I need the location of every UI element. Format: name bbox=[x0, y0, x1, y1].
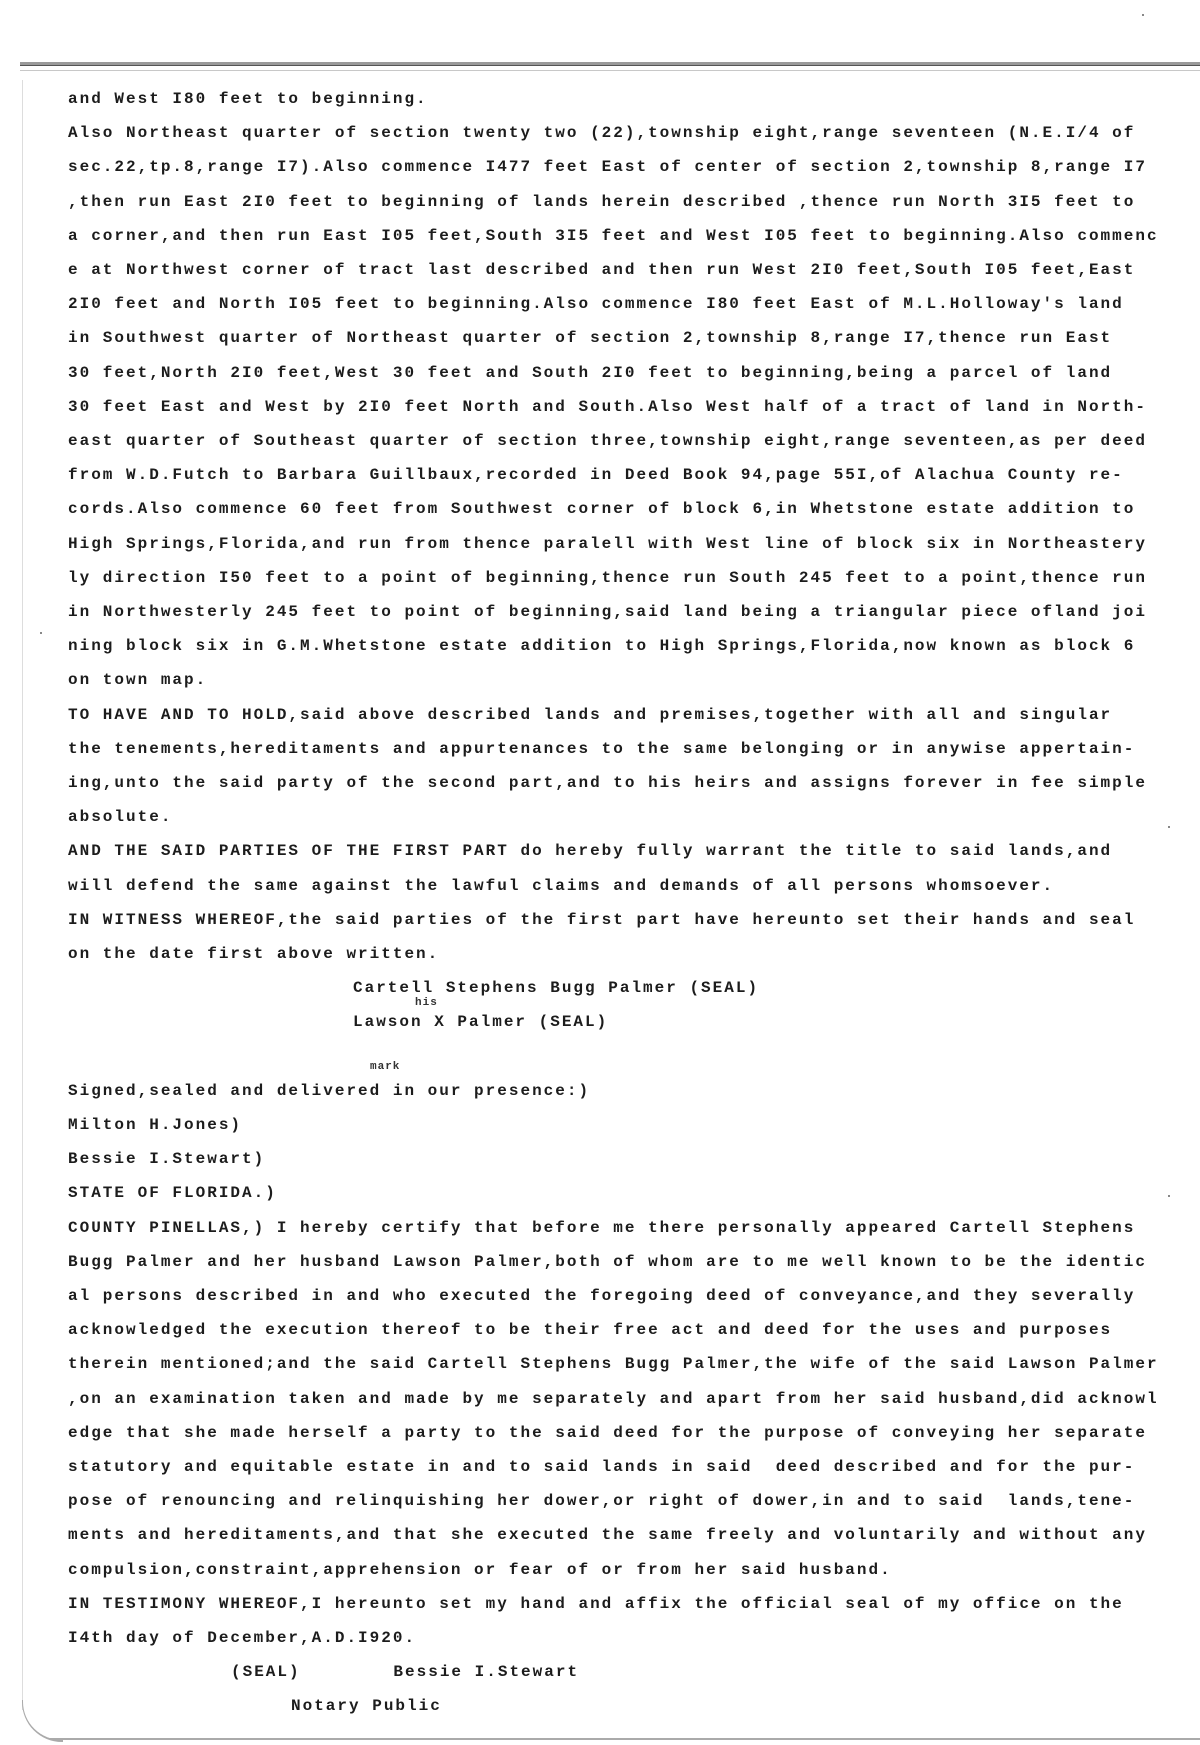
text-line: cords.Also commence 60 feet from Southwest corner of block 6,in Whetstone estate addition to bbox=[68, 500, 1136, 519]
text-line: High Springs,Florida,and run from thence paralell with West line of block six in Northeastery bbox=[68, 534, 1147, 553]
text-line: compulsion,constraint,apprehension or fear of or from her said husband. bbox=[68, 1560, 892, 1579]
text-line: TO HAVE AND TO HOLD,said above described lands and premises,together with all and singular bbox=[68, 705, 1113, 724]
text-line: e at Northwest corner of tract last described and then run West 2I0 feet,South I05 feet,East bbox=[68, 261, 1136, 279]
text-line: Also Northeast quarter of section twenty two (22),township eight,range seventeen (N.E.I/4 of bbox=[68, 124, 1136, 143]
text-line: 30 feet,North 2I0 feet,West 30 feet and South 2I0 feet to beginning,being a parcel of land bbox=[68, 363, 1113, 382]
top-border-rule-thin bbox=[20, 70, 1200, 71]
text-line: AND THE SAID PARTIES OF THE FIRST PART do hereby fully warrant the title to said lands,and bbox=[68, 842, 1113, 861]
text-line: (SEAL) Bessie I.Stewart bbox=[231, 1663, 580, 1682]
text-line: IN WITNESS WHEREOF,the said parties of the first part have hereunto set their hands and seal bbox=[68, 910, 1136, 929]
text-line: I4th day of December,A.D.I920. bbox=[68, 1629, 417, 1647]
text-line: therein mentioned;and the said Cartell Stephens Bugg Palmer,the wife of the said Lawson Palmer bbox=[68, 1355, 1159, 1374]
page-corner-curve bbox=[22, 1700, 63, 1742]
text-line: al persons described in and who executed the foregoing deed of conveyance,and they severally bbox=[68, 1287, 1136, 1305]
text-line: Lawson X Palmer (SEAL) bbox=[353, 1013, 609, 1032]
annotation-his: his bbox=[415, 997, 438, 1010]
text-line: a corner,and then run East I05 feet,South 3I5 feet and West I05 feet to beginning.Also commenc bbox=[68, 226, 1159, 245]
text-line: on town map. bbox=[68, 671, 208, 690]
text-line: Notary Public bbox=[291, 1697, 442, 1716]
scan-speck bbox=[40, 632, 42, 634]
text-line: Bugg Palmer and her husband Lawson Palmer,both of whom are to me well known to be the identic bbox=[68, 1252, 1147, 1271]
text-line: and West I80 feet to beginning. bbox=[68, 90, 428, 108]
text-line: Milton H.Jones) bbox=[68, 1116, 243, 1134]
text-line: Bessie I.Stewart) bbox=[68, 1150, 266, 1169]
text-line: COUNTY PINELLAS,) I hereby certify that before me there personally appeared Cartell Stephens bbox=[68, 1218, 1136, 1237]
text-line: on the date first above written. bbox=[68, 945, 440, 963]
text-line: in Northwesterly 245 feet to point of beginning,said land being a triangular piece ofland joi bbox=[68, 603, 1147, 621]
text-line: edge that she made herself a party to the said deed for the purpose of conveying her separate bbox=[68, 1423, 1147, 1442]
top-border-rule bbox=[20, 62, 1200, 66]
text-line: acknowledged the execution thereof to be their free act and deed for the uses and purposes bbox=[68, 1321, 1113, 1340]
text-line: Signed,sealed and delivered in our presence:) bbox=[68, 1081, 591, 1100]
text-line: the tenements,hereditaments and appurtenances to the same belonging or in anywise appertain- bbox=[68, 739, 1136, 758]
text-line: will defend the same against the lawful claims and demands of all persons whomsoever. bbox=[68, 876, 1055, 895]
text-line: ,then run East 2I0 feet to beginning of lands herein described ,thence run North 3I5 feet to bbox=[68, 192, 1136, 211]
text-line: absolute. bbox=[68, 808, 173, 827]
text-line: ing,unto the said party of the second part,and to his heirs and assigns forever in fee simple bbox=[68, 774, 1147, 792]
annotation-mark: mark bbox=[370, 1060, 401, 1073]
text-line: pose of renouncing and relinquishing her dower,or right of dower,in and to said lands,tene- bbox=[68, 1492, 1136, 1511]
text-line: from W.D.Futch to Barbara Guillbaux,recorded in Deed Book 94,page 55I,of Alachua County re- bbox=[68, 466, 1124, 485]
text-line: IN TESTIMONY WHEREOF,I hereunto set my hand and affix the official seal of my office on the bbox=[68, 1594, 1124, 1613]
text-line: east quarter of Southeast quarter of section three,township eight,range seventeen,as per deed bbox=[68, 432, 1147, 450]
text-line: in Southwest quarter of Northeast quarter of section 2,township 8,range I7,thence run East bbox=[68, 329, 1113, 348]
text-line: 30 feet East and West by 2I0 feet North and South.Also West half of a tract of land in North- bbox=[68, 397, 1147, 416]
scan-speck bbox=[1142, 14, 1144, 16]
text-line: ments and hereditaments,and that she executed the same freely and voluntarily and without any bbox=[68, 1526, 1147, 1545]
left-margin-rule bbox=[22, 80, 23, 1710]
text-line: statutory and equitable estate in and to said lands in said deed described and for the pur- bbox=[68, 1458, 1136, 1476]
scan-speck bbox=[1168, 826, 1170, 828]
text-line: ly direction I50 feet to a point of beginning,thence run South 245 feet to a point,thence run bbox=[68, 568, 1147, 587]
text-line: sec.22,tp.8,range I7).Also commence I477 feet East of center of section 2,township 8,range I7 bbox=[68, 158, 1147, 177]
text-line: ,on an examination taken and made by me separately and apart from her said husband,did acknowl bbox=[68, 1389, 1159, 1408]
text-line: STATE OF FLORIDA.) bbox=[68, 1184, 277, 1203]
text-line: 2I0 feet and North I05 feet to beginning.Also commence I80 feet East of M.L.Holloway's land bbox=[68, 295, 1124, 314]
scan-speck bbox=[1168, 1195, 1170, 1197]
bottom-border-rule bbox=[50, 1738, 1200, 1740]
text-line: ning block six in G.M.Whetstone estate addition to High Springs,Florida,now known as block 6 bbox=[68, 637, 1136, 656]
text-line: Cartell Stephens Bugg Palmer (SEAL) bbox=[353, 979, 760, 998]
